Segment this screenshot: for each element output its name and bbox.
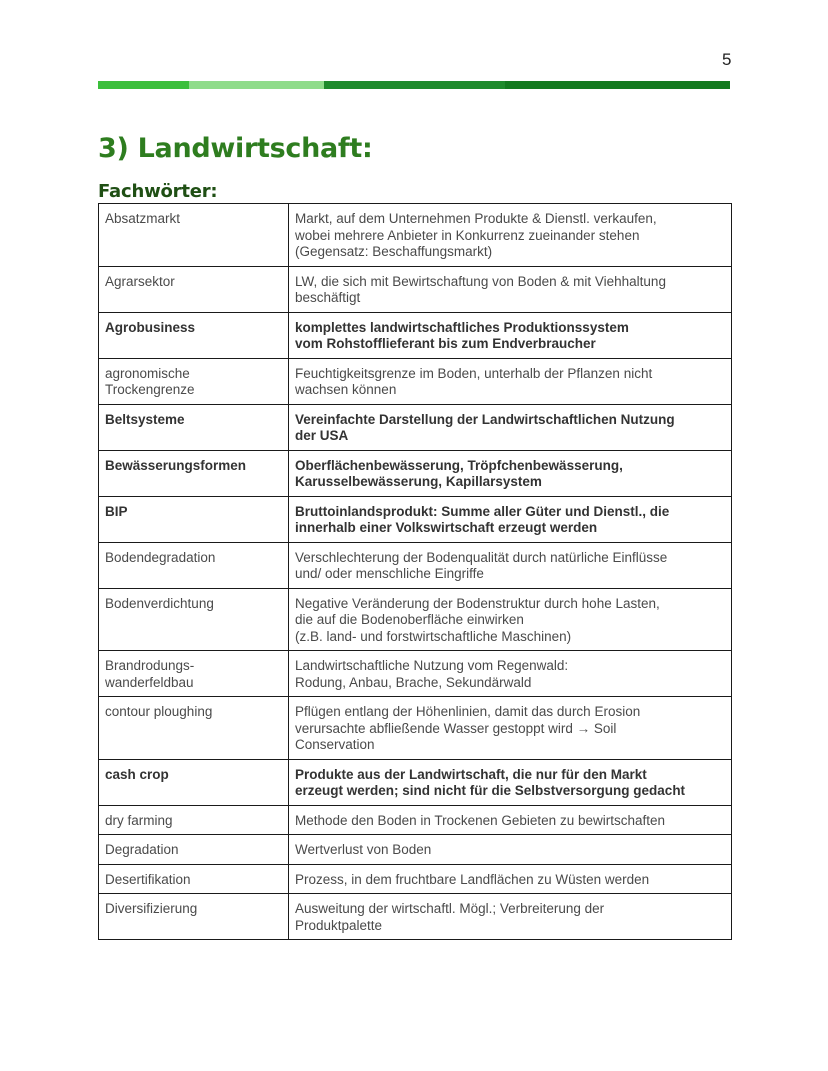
table-row (99, 759, 732, 805)
definition-cell: Produkte aus der Landwirtschaft, die nur für den Markt erzeugt werden; sind nicht für die Selbstversorgung gedacht (289, 759, 732, 805)
definition-cell: Prozess, in dem fruchtbare Landflächen zu Wüsten werden (289, 864, 732, 894)
table-row (99, 894, 732, 940)
table-row (99, 450, 732, 496)
table-row (99, 542, 732, 588)
table-row (99, 588, 732, 651)
term-cell: Agrobusiness (99, 312, 289, 358)
section-title: 3) Landwirtschaft: (98, 133, 373, 164)
term-cell: Bewässerungsformen (99, 450, 289, 496)
color-bar-segment (324, 81, 505, 89)
glossary-heading: Fachwörter: (98, 181, 218, 202)
table-row (99, 805, 732, 835)
page-number: 5 (722, 50, 732, 69)
table-row (99, 204, 732, 267)
table-row (99, 312, 732, 358)
term-cell: Bodenverdichtung (99, 588, 289, 651)
color-bar-segment (98, 81, 189, 89)
color-bar-segment (505, 81, 730, 89)
term-cell: BIP (99, 496, 289, 542)
term-cell: Bodendegradation (99, 542, 289, 588)
definition-cell: Methode den Boden in Trockenen Gebieten zu bewirtschaften (289, 805, 732, 835)
definition-cell: Vereinfachte Darstellung der Landwirtschaftlichen Nutzung der USA (289, 404, 732, 450)
definition-cell: Pflügen entlang der Höhenlinien, damit das durch Erosion verursachte abfließende Wasser gestoppt wird → Soil Conservation (289, 697, 732, 760)
term-cell: contour ploughing (99, 697, 289, 760)
definition-cell: Bruttoinlandsprodukt: Summe aller Güter und Dienstl., die innerhalb einer Volkswirtschaft erzeugt werden (289, 496, 732, 542)
term-cell: cash crop (99, 759, 289, 805)
table-row (99, 651, 732, 697)
table-row (99, 358, 732, 404)
definition-cell: Ausweitung der wirtschaftl. Mögl.; Verbreiterung der Produktpalette (289, 894, 732, 940)
table-row (99, 864, 732, 894)
table-row (99, 496, 732, 542)
term-cell: dry farming (99, 805, 289, 835)
definition-cell: Oberflächenbewässerung, Tröpfchenbewässerung, Karusselbewässerung, Kapillarsystem (289, 450, 732, 496)
definition-cell: Landwirtschaftliche Nutzung vom Regenwald: Rodung, Anbau, Brache, Sekundärwald (289, 651, 732, 697)
term-cell: Degradation (99, 835, 289, 865)
term-cell: Brandrodungs- wanderfeldbau (99, 651, 289, 697)
term-cell: Absatzmarkt (99, 204, 289, 267)
term-cell: Beltsysteme (99, 404, 289, 450)
definition-cell: Verschlechterung der Bodenqualität durch natürliche Einflüsse und/ oder menschliche Eingriffe (289, 542, 732, 588)
table-row (99, 404, 732, 450)
header-color-bar (98, 81, 730, 89)
table-row (99, 835, 732, 865)
table-row (99, 697, 732, 760)
term-cell: Agrarsektor (99, 266, 289, 312)
definition-cell: LW, die sich mit Bewirtschaftung von Boden & mit Viehhaltung beschäftigt (289, 266, 732, 312)
term-cell: Desertifikation (99, 864, 289, 894)
glossary-table (98, 203, 732, 940)
definition-cell: Wertverlust von Boden (289, 835, 732, 865)
table-row (99, 266, 732, 312)
definition-cell: Negative Veränderung der Bodenstruktur durch hohe Lasten, die auf die Bodenoberfläche einwirken (z.B. land- und forstwirtschaftliche Maschinen) (289, 588, 732, 651)
term-cell: Diversifizierung (99, 894, 289, 940)
definition-cell: Markt, auf dem Unternehmen Produkte & Dienstl. verkaufen, wobei mehrere Anbieter in Konkurrenz zueinander stehen (Gegensatz: Beschaffungsmarkt) (289, 204, 732, 267)
term-cell: agronomische Trockengrenze (99, 358, 289, 404)
definition-cell: Feuchtigkeitsgrenze im Boden, unterhalb der Pflanzen nicht wachsen können (289, 358, 732, 404)
definition-cell: komplettes landwirtschaftliches Produktionssystem vom Rohstofflieferant bis zum Endverbraucher (289, 312, 732, 358)
color-bar-segment (189, 81, 324, 89)
